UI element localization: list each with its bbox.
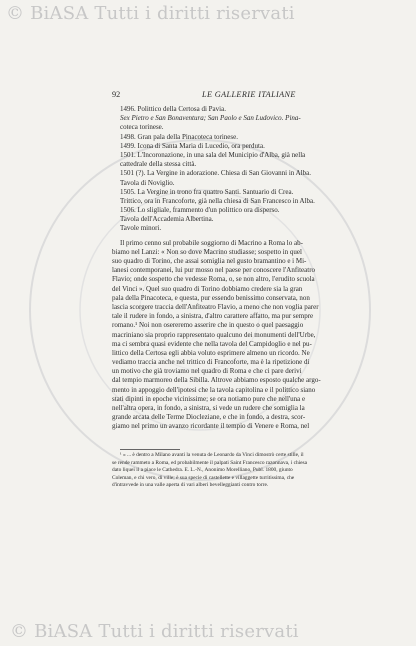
footnote-rule: [120, 449, 180, 450]
body-line: nell'altra opera, in fondo, a sinistra, si vede un rudere che somiglia la: [112, 404, 305, 412]
body-paragraph: [112, 239, 414, 432]
list-line: cattedrale della stessa città.: [120, 160, 197, 169]
body-line: biamo nel Lanzi: « Non so dove Macrino studiasse; sospetto in quel: [112, 247, 302, 256]
main-text: [112, 105, 414, 432]
footnote-line: d'intravvede in una valle aperta di vari alberi bevelleggianti contro torre.: [112, 482, 269, 489]
copyright-watermark-bottom: © BiASA Tutti i diritti riservati: [10, 621, 299, 642]
list-line: 1501 (?). La Vergine in adorazione. Chiesa di San Giovanni in Alba.: [120, 169, 312, 178]
list-line: Sex Pietro e San Bonaventura; San Paolo e San Ludovico. Pina-: [120, 114, 301, 123]
body-line: suo quadro di Torino, che assai somiglia nel gusto bramantino e i Mi-: [112, 257, 307, 265]
body-line: romano.¹ Noi non osereremo asserire che in questo o quel paesaggio: [112, 321, 304, 330]
body-line: dal tempio marmoreo della Sibilla. Altrove abbiamo esposto qualche argo-: [112, 376, 321, 385]
page-number: 92: [112, 90, 121, 99]
list-line: coteca torinese.: [120, 123, 164, 132]
body-line: lascia scorgere traccia dell'Anfiteatro Flavio, a meno che non voglia parer: [112, 302, 319, 311]
body-line: grande arcata delle Terme Diocleziane, e che in fondo, a destra, scor-: [112, 413, 306, 422]
copyright-watermark-top: © BiASA Tutti i diritti riservati: [6, 3, 295, 24]
list-line: Trittico, ora in Francoforte, già nella chiesa di San Francesco in Alba.: [120, 196, 315, 205]
body-line: lanesi contemporanei, lui pur mosso nel paese per conoscere l'Anfiteatro: [112, 266, 316, 275]
list-line: Tavola dell'Accademia Albertina.: [120, 215, 214, 224]
body-line: tale il rudere in fondo, a sinistra, d'altro carattere affatto, ma pur sempre: [112, 312, 314, 321]
list-line: Tavola di Noviglio.: [120, 178, 175, 187]
list-line: 1499. Icona di Santa Maria di Lucedio, ora perduta.: [120, 141, 265, 150]
footnotes: [112, 452, 414, 490]
list-line: Tavole minori.: [120, 224, 162, 233]
list-line: 1506. Lo sligliale, frammento d'un polittico ora disperso.: [120, 206, 280, 215]
body-line: littico della Certosa egli abbia voluto esprimere almeno un ricordo. Ne: [112, 348, 310, 357]
list-line: 1501. L'Incoronazione, in una sala del Municipio d'Alba, già nella: [120, 150, 306, 159]
body-line: del Vinci ». Quel suo quadro di Torino dobbiamo credere sia la gran: [112, 284, 303, 293]
body-line: stati dipinti in epoche vicinissime; se ora notiamo pure che nell'una e: [112, 394, 306, 403]
footnote-line: ¹ « ... è dentro a Milano avanti la venuta de Leonardo da Vinci dimostrò certe stille, il: [120, 452, 304, 458]
footnote-line: Coleman, e chi vero, di ville; è sua specie di castellette e villaggette turritissima, che: [112, 474, 295, 481]
body-line: mento in appoggio dell'ipotesi che la tavola capitolina e il polittico siano: [112, 385, 316, 394]
list-line: 1496. Polittico della Certosa di Pavia.: [120, 105, 226, 113]
list-line: 1498. Gran pala della Pinacoteca torinese.: [120, 132, 238, 141]
footnote-line: se rende rammeto a Roma, ed probabilmente il palpati Saint Francesco razonnava, i chiesa: [112, 459, 308, 466]
footnote-line: dato liquei il a piace le Cathedra. E. L.-N., Anonimo Morelliano, Publ. 1800, giunto: [112, 467, 293, 474]
body-line: un motivo che già troviamo nel quadro di Roma e che ci pare derivi: [112, 367, 302, 376]
body-line: giamo nel primo un avanzo ricordante il tempio di Venere e Roma, nel: [112, 422, 310, 431]
body-line: pala della Pinacoteca, e questa, pur essendo benissimo conservata, non: [112, 293, 310, 302]
body-line: ma ci sembra quasi evidente che nella tavola del Campidoglio e nel pu-: [112, 339, 312, 348]
works-list: [112, 105, 414, 234]
body-line: Il primo cenno sul probabile soggiorno di Macrino a Roma lo ab-: [120, 238, 303, 247]
body-line: Flavio; onde sospetto che vedesse Roma, o, se non altro, l'erudito scuola: [112, 275, 315, 284]
page-header: [112, 90, 412, 104]
list-line: 1505. La Vergine in trono fra quattro Santi. Santuario di Crea.: [120, 187, 294, 196]
body-line: vediamo traccia anche nel trittico di Francoforte, ma è la ripetizione di: [112, 358, 310, 367]
body-line: macriniano sia proprio rappresentato qualcuno dei monumenti dell'Urbe,: [112, 330, 316, 339]
running-title: LE GALLERIE ITALIANE: [202, 90, 296, 99]
